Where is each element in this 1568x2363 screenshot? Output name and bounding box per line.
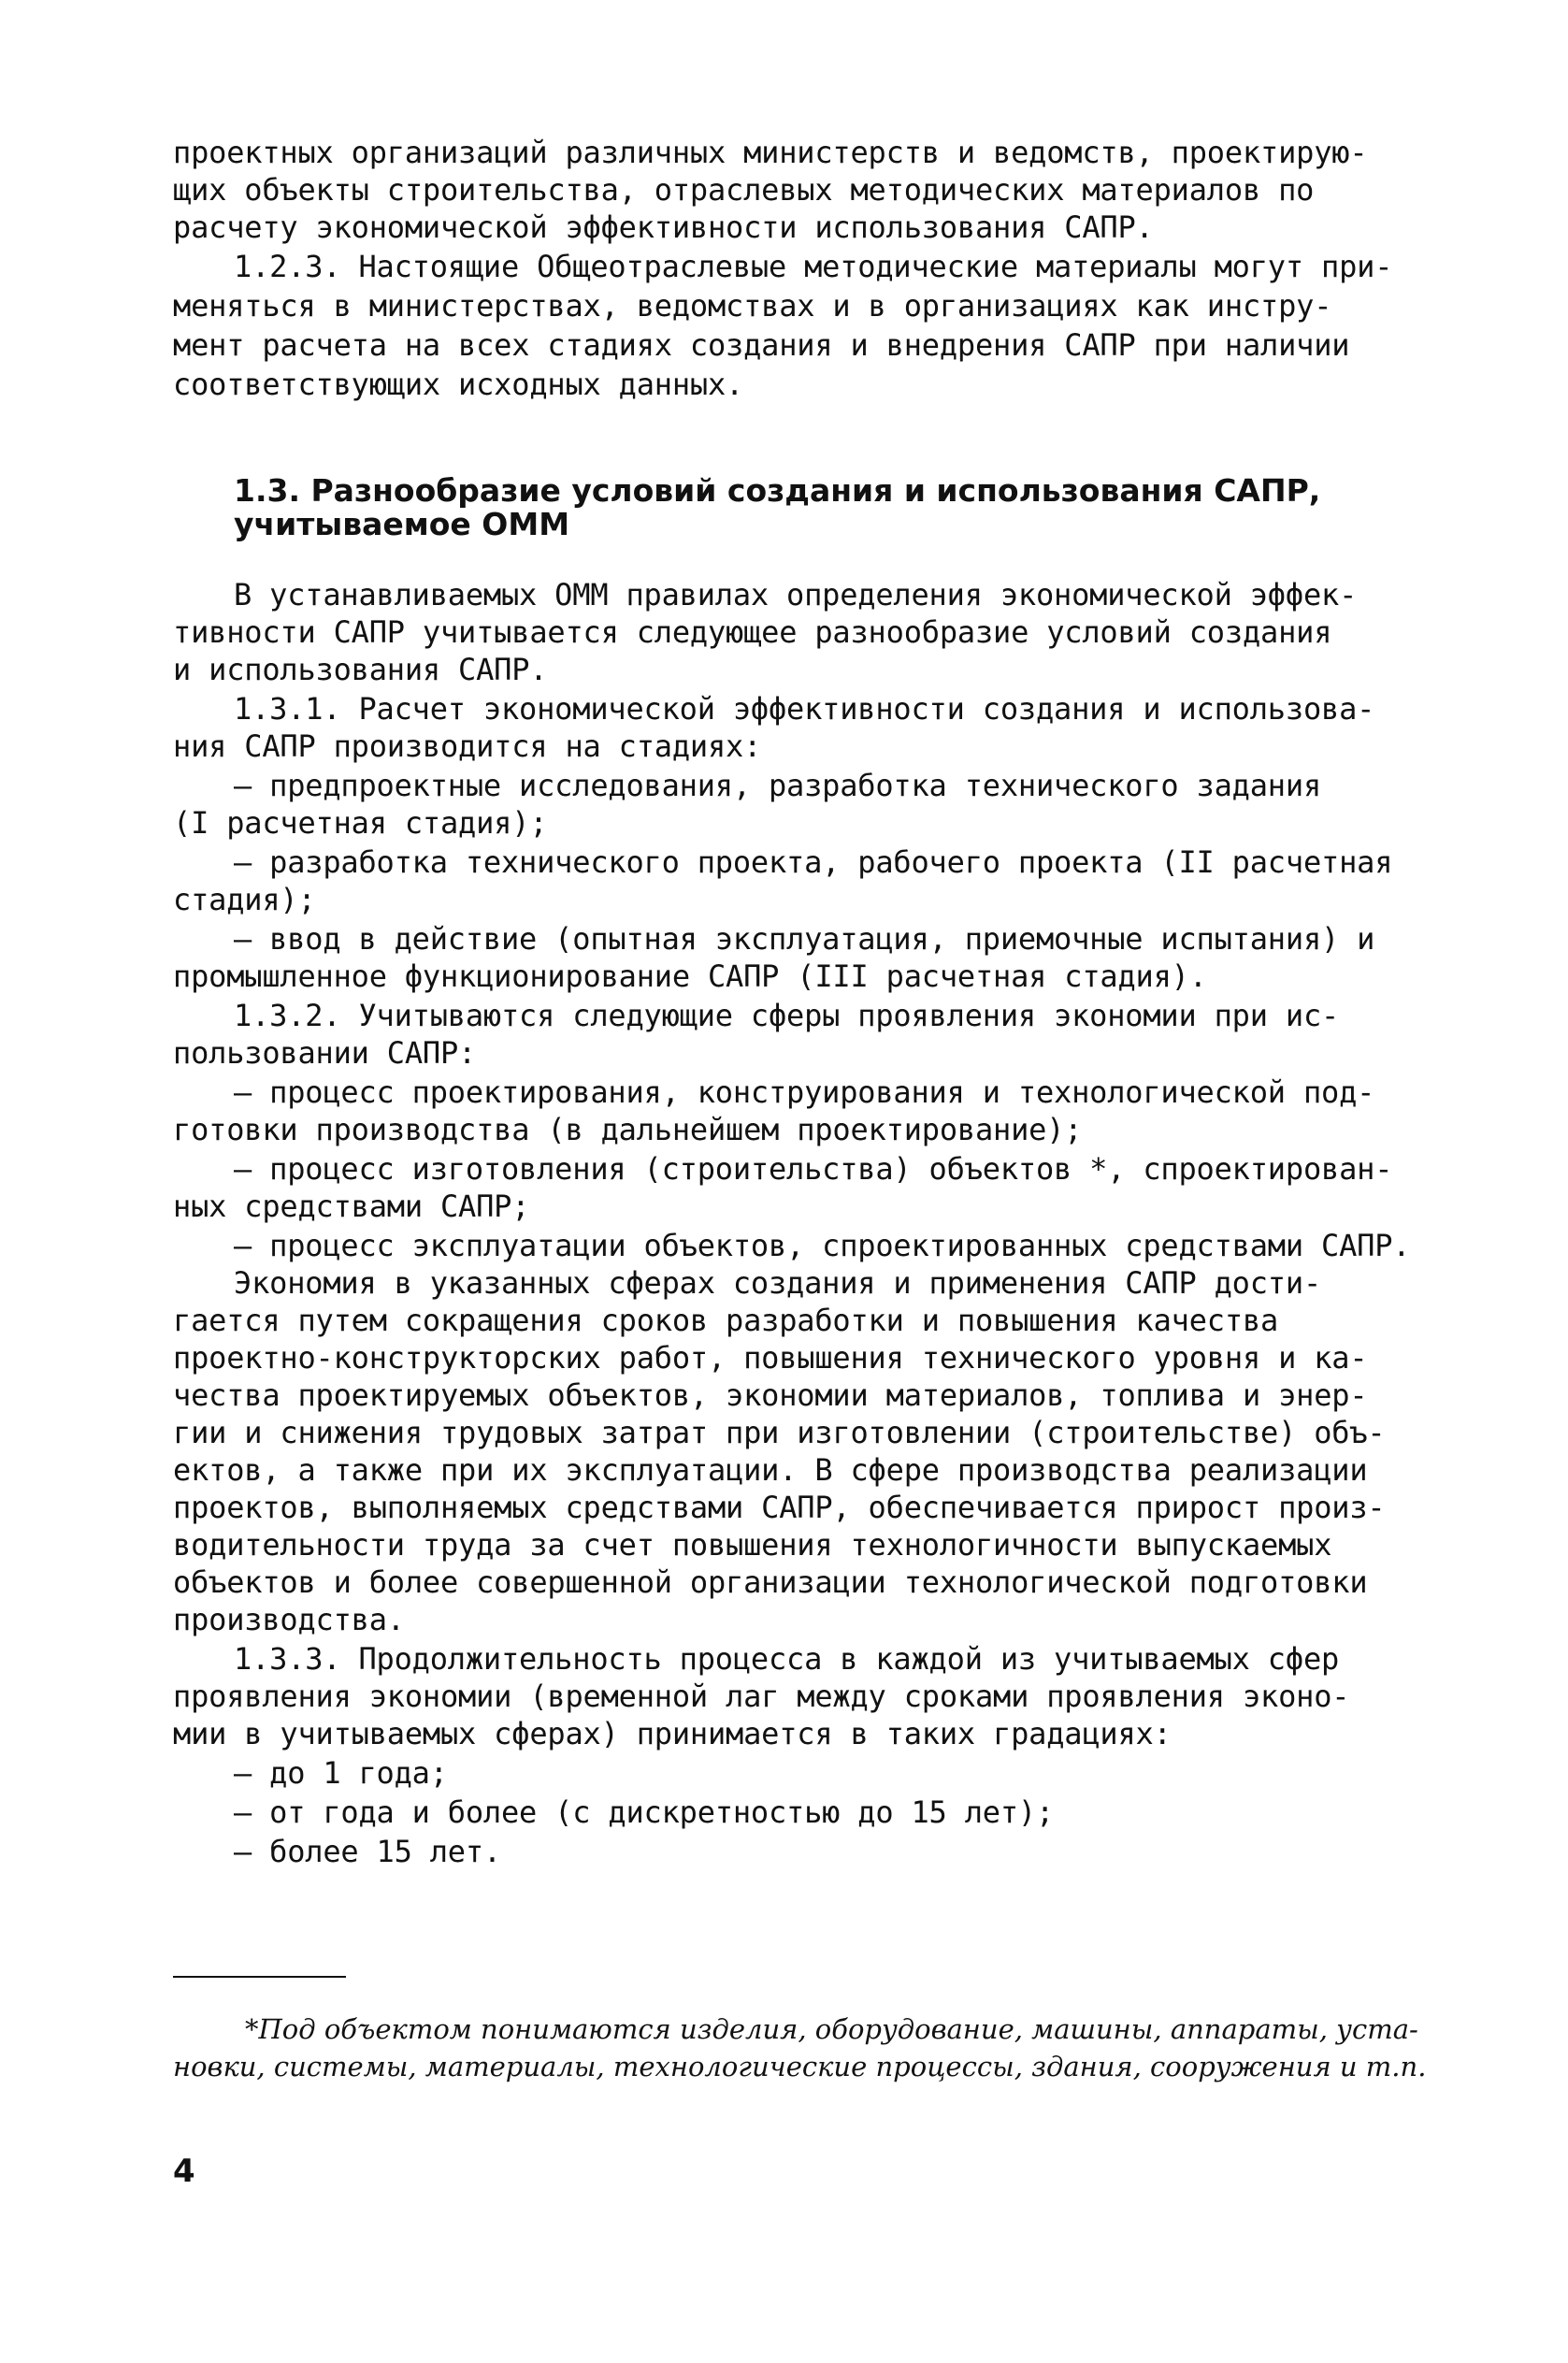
body-line-16: – процесс изготовления (строительства) объектов *, спроектирован- <box>234 1151 1393 1187</box>
section-1-2-3-line-3: мент расчета на всех стадиях создания и внедрения САПР при наличии <box>173 327 1350 363</box>
body-line-17: ных средствами САПР; <box>173 1189 530 1224</box>
body-line-2: тивности САПР учитывается следующее разнообразие условий создания <box>173 614 1332 650</box>
footnote-line-1: *Под объектом понимаются изделия, оборудование, машины, аппараты, уста- <box>245 2013 1418 2045</box>
page-number: 4 <box>173 2153 195 2190</box>
body-line-13: пользовании САПР: <box>173 1035 477 1071</box>
body-line-30: проявления экономии (временной лаг между сроками проявления эконо- <box>173 1679 1350 1714</box>
body-line-31: мии в учитываемых сферах) принимается в таких градациях: <box>173 1716 1172 1751</box>
body-line-4: 1.3.1. Расчет экономической эффективности создания и использова- <box>234 691 1375 727</box>
body-line-7: (I расчетная стадия); <box>173 805 548 841</box>
body-line-20: гается путем сокращения сроков разработки и повышения качества <box>173 1303 1279 1338</box>
body-line-11: промышленное функционирование САПР (III расчетная стадия). <box>173 958 1207 994</box>
body-line-9: стадия); <box>173 882 316 917</box>
body-line-1: В устанавливаемых ОММ правилах определения экономической эффек- <box>234 577 1358 612</box>
section-1-2-3-line-1: 1.2.3. Настоящие Общеотраслевые методические материалы могут при- <box>234 249 1393 284</box>
section-heading-line-2: учитываемое ОММ <box>234 506 570 542</box>
intro-line-2: щих объекты строительства, отраслевых методических материалов по <box>173 172 1315 208</box>
body-line-26: водительности труда за счет повышения технологичности выпускаемых <box>173 1527 1332 1563</box>
body-line-28: производства. <box>173 1602 405 1637</box>
body-line-21: проектно-конструкторских работ, повышения технического уровня и ка- <box>173 1340 1368 1376</box>
body-line-15: готовки производства (в дальнейшем проектирование); <box>173 1112 1083 1147</box>
body-line-33: – от года и более (с дискретностью до 15 лет); <box>234 1794 1055 1830</box>
body-line-23: гии и снижения трудовых затрат при изготовлении (строительстве) объ- <box>173 1415 1386 1450</box>
footnote-divider <box>173 1976 346 1978</box>
body-line-19: Экономия в указанных сферах создания и применения САПР дости- <box>234 1265 1322 1301</box>
body-line-5: ния САПР производится на стадиях: <box>173 728 762 764</box>
body-line-29: 1.3.3. Продолжительность процесса в каждой из учитываемых сфер <box>234 1641 1340 1677</box>
body-line-12: 1.3.2. Учитываются следующие сферы проявления экономии при ис- <box>234 998 1340 1033</box>
body-line-3: и использования САПР. <box>173 652 548 687</box>
body-line-32: – до 1 года; <box>234 1755 448 1791</box>
body-line-8: – разработка технического проекта, рабочего проекта (II расчетная <box>234 844 1393 880</box>
footnote-line-2: новки, системы, материалы, технологические процессы, здания, сооружения и т.п. <box>173 2051 1427 2082</box>
intro-line-1: проектных организаций различных министерств и ведомств, проектирую- <box>173 135 1368 170</box>
section-1-2-3-line-2: меняться в министерствах, ведомствах и в организациях как инстру- <box>173 288 1332 324</box>
body-line-24: ектов, а также при их эксплуатации. В сфере производства реализации <box>173 1452 1368 1488</box>
body-line-6: – предпроектные исследования, разработка технического задания <box>234 768 1322 803</box>
body-line-10: – ввод в действие (опытная эксплуатация, приемочные испытания) и <box>234 921 1375 957</box>
section-heading-line-1: 1.3. Разнообразие условий создания и использования САПР, <box>234 472 1321 509</box>
section-1-2-3-line-4: соответствующих исходных данных. <box>173 367 744 402</box>
body-line-14: – процесс проектирования, конструирования и технологической под- <box>234 1074 1375 1110</box>
body-line-22: чества проектируемых объектов, экономии материалов, топлива и энер- <box>173 1377 1368 1413</box>
body-line-18: – процесс эксплуатации объектов, спроектированных средствами САПР. <box>234 1228 1411 1263</box>
body-line-27: объектов и более совершенной организации технологической подготовки <box>173 1564 1368 1600</box>
body-line-34: – более 15 лет. <box>234 1834 501 1869</box>
intro-line-3: расчету экономической эффективности использования САПР. <box>173 209 1154 245</box>
body-line-25: проектов, выполняемых средствами САПР, обеспечивается прирост произ- <box>173 1490 1386 1525</box>
